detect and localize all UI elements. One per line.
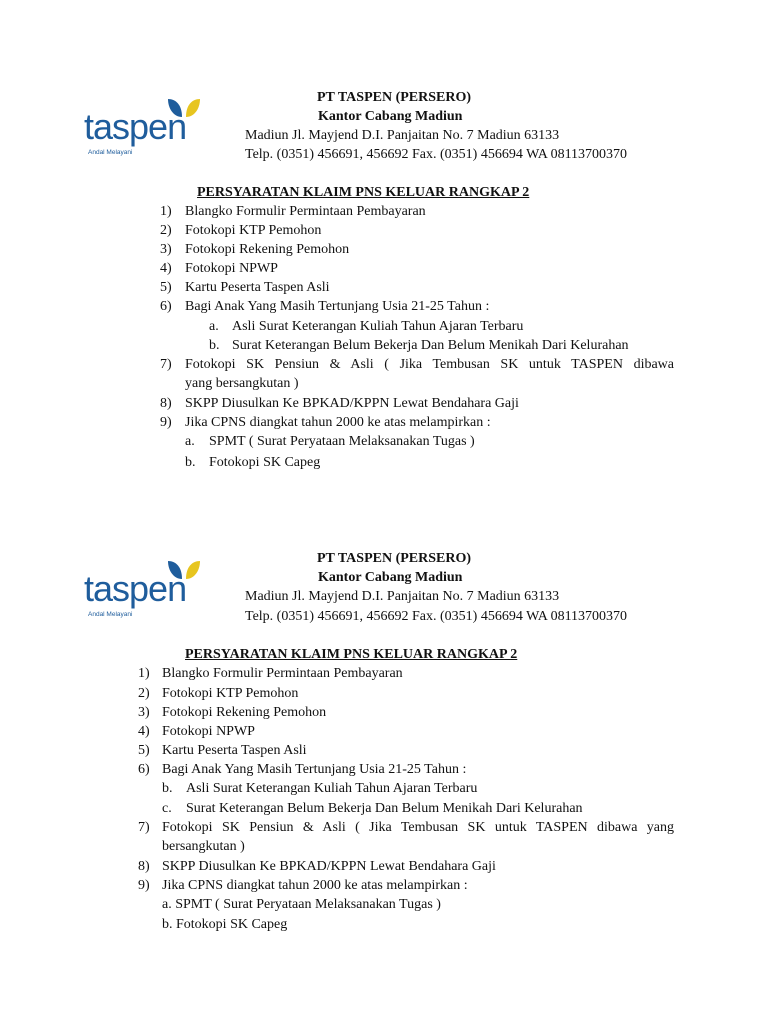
address-line: Madiun Jl. Mayjend D.I. Panjaitan No. 7 Madiun 63133 (245, 589, 560, 604)
branch-name: Kantor Cabang Madiun (318, 570, 463, 585)
branch-name: Kantor Cabang Madiun (318, 109, 463, 124)
letterhead-block-1 (0, 85, 768, 485)
list-item-number: 9) (138, 878, 150, 893)
requirements-title: PERSYARATAN KLAIM PNS KELUAR RANGKAP 2 (185, 647, 518, 662)
list-item-number: 7) (160, 357, 172, 372)
list-item-number: 1) (160, 204, 172, 219)
list-item-number: 2) (160, 223, 172, 238)
list-item: Fotokopi KTP Pemohon (185, 223, 322, 238)
list-item: SKPP Diusulkan Ke BPKAD/KPPN Lewat Bendahara Gaji (185, 396, 519, 411)
list-item: Jika CPNS diangkat tahun 2000 ke atas melampirkan : (162, 878, 468, 893)
list-item-number: 8) (138, 859, 150, 874)
list-item-number: 3) (138, 705, 150, 720)
phone-line: Telp. (0351) 456691, 456692 Fax. (0351) 456694 WA 08113700370 (245, 147, 628, 162)
sub-item-letter: b. (185, 455, 196, 470)
phone-line: Telp. (0351) 456691, 456692 Fax. (0351) 456694 WA 08113700370 (245, 609, 628, 624)
requirements-title: PERSYARATAN KLAIM PNS KELUAR RANGKAP 2 (197, 185, 530, 200)
sub-item: Asli Surat Keterangan Kuliah Tahun Ajaran Terbaru (232, 319, 524, 334)
list-item-number: 1) (138, 666, 150, 681)
logo-wordmark: taspen (84, 106, 187, 147)
company-name: PT TASPEN (PERSERO) (317, 551, 472, 566)
list-item-number: 9) (160, 415, 172, 430)
list-item: Fotokopi NPWP (185, 261, 278, 276)
logo-tagline: Andal Melayani (88, 611, 133, 618)
list-item-continuation: bersangkutan ) (162, 839, 245, 854)
address-line: Madiun Jl. Mayjend D.I. Panjaitan No. 7 Madiun 63133 (245, 128, 560, 143)
list-item-number: 6) (160, 299, 172, 314)
list-item-number: 7) (138, 820, 150, 835)
company-name: PT TASPEN (PERSERO) (317, 90, 472, 105)
sub-item: Asli Surat Keterangan Kuliah Tahun Ajaran Terbaru (186, 781, 478, 796)
sub-item-letter: b. (162, 781, 173, 796)
list-item: Jika CPNS diangkat tahun 2000 ke atas melampirkan : (185, 415, 491, 430)
list-item: SKPP Diusulkan Ke BPKAD/KPPN Lewat Bendahara Gaji (162, 859, 496, 874)
list-item: Fotokopi Rekening Pemohon (185, 242, 350, 257)
list-item: Blangko Formulir Permintaan Pembayaran (162, 666, 403, 681)
list-item-number: 5) (138, 743, 150, 758)
sub-item: b. Fotokopi SK Capeg (162, 917, 288, 932)
list-item: Kartu Peserta Taspen Asli (162, 743, 307, 758)
sub-item: Surat Keterangan Belum Bekerja Dan Belum Menikah Dari Kelurahan (232, 338, 629, 353)
list-item: Fotokopi NPWP (162, 724, 255, 739)
logo-tagline: Andal Melayani (88, 149, 133, 156)
list-item-number: 4) (160, 261, 172, 276)
sub-item: Surat Keterangan Belum Bekerja Dan Belum Menikah Dari Kelurahan (186, 801, 583, 816)
list-item-number: 5) (160, 280, 172, 295)
list-item-continuation: yang bersangkutan ) (185, 376, 299, 391)
taspen-logo (84, 559, 214, 619)
list-item-number: 2) (138, 686, 150, 701)
list-item: Kartu Peserta Taspen Asli (185, 280, 330, 295)
logo-wordmark: taspen (84, 568, 187, 609)
list-item: Bagi Anak Yang Masih Tertunjang Usia 21-25 Tahun : (162, 762, 467, 777)
taspen-logo (84, 97, 214, 157)
list-item-number: 3) (160, 242, 172, 257)
sub-item: SPMT ( Surat Peryataan Melaksanakan Tugas ) (209, 434, 475, 449)
sub-item: Fotokopi SK Capeg (209, 455, 321, 470)
list-item: Bagi Anak Yang Masih Tertunjang Usia 21-25 Tahun : (185, 299, 490, 314)
sub-item-letter: a. (209, 319, 219, 334)
list-item: Fotokopi SK Pensiun & Asli ( Jika Tembusan SK untuk TASPEN dibawa (185, 357, 674, 372)
sub-item-letter: b. (209, 338, 220, 353)
list-item-number: 4) (138, 724, 150, 739)
list-item: Blangko Formulir Permintaan Pembayaran (185, 204, 426, 219)
list-item: Fotokopi Rekening Pemohon (162, 705, 327, 720)
sub-item: a. SPMT ( Surat Peryataan Melaksanakan Tugas ) (162, 897, 441, 912)
list-item: Fotokopi SK Pensiun & Asli ( Jika Tembusan SK untuk TASPEN dibawa yang (162, 820, 674, 835)
list-item-number: 8) (160, 396, 172, 411)
sub-item-letter: c. (162, 801, 172, 816)
sub-item-letter: a. (185, 434, 195, 449)
list-item-number: 6) (138, 762, 150, 777)
letterhead-block-2 (0, 547, 768, 947)
list-item: Fotokopi KTP Pemohon (162, 686, 299, 701)
